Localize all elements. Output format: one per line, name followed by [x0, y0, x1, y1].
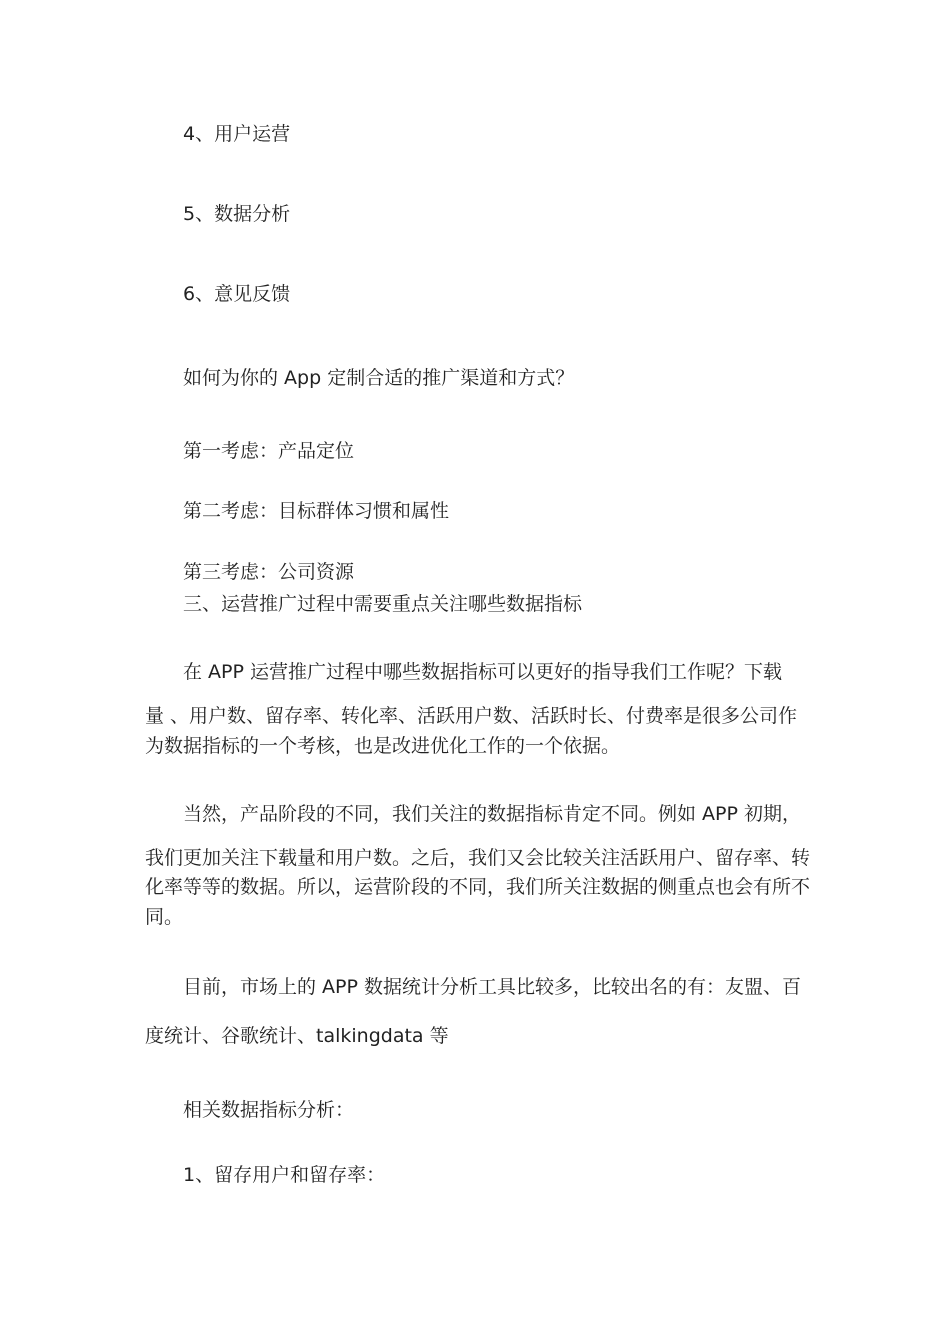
list-item-user-operation: 4、用户运营: [183, 123, 291, 145]
paragraph-2-line-4: 同。: [145, 906, 184, 928]
question-heading: 如何为你的 App 定制合适的推广渠道和方式？: [183, 367, 575, 389]
paragraph-1-line-3: 为数据指标的一个考核，也是改进优化工作的一个依据。: [145, 735, 621, 757]
paragraph-3-line-2: 度统计、谷歌统计、talkingdata 等: [145, 1025, 449, 1047]
consideration-2: 第二考虑：目标群体习惯和属性: [183, 500, 450, 522]
paragraph-2-line-1: 当然，产品阶段的不同，我们关注的数据指标肯定不同。例如 APP 初期，: [183, 803, 801, 825]
paragraph-2-line-3: 化率等等的数据。所以，运营阶段的不同，我们所关注数据的侧重点也会有所不: [145, 876, 811, 898]
paragraph-2-line-2: 我们更加关注下载量和用户数。之后，我们又会比较关注活跃用户、留存率、转: [145, 847, 811, 869]
consideration-3: 第三考虑：公司资源: [183, 561, 355, 583]
paragraph-1-line-2: 量 、用户数、留存率、转化率、活跃用户数、活跃时长、付费率是很多公司作: [145, 705, 798, 727]
list-item-data-analysis: 5、数据分析: [183, 203, 291, 225]
related-heading: 相关数据指标分析：: [183, 1099, 355, 1121]
section-heading: 三、运营推广过程中需要重点关注哪些数据指标: [183, 593, 583, 615]
list-item-retention: 1、留存用户和留存率：: [183, 1164, 386, 1186]
consideration-1: 第一考虑：产品定位: [183, 440, 355, 462]
paragraph-3-line-1: 目前，市场上的 APP 数据统计分析工具比较多，比较出名的有：友盟、百: [183, 976, 801, 998]
list-item-feedback: 6、意见反馈: [183, 283, 291, 305]
paragraph-1-line-1: 在 APP 运营推广过程中哪些数据指标可以更好的指导我们工作呢？下载: [183, 661, 782, 683]
